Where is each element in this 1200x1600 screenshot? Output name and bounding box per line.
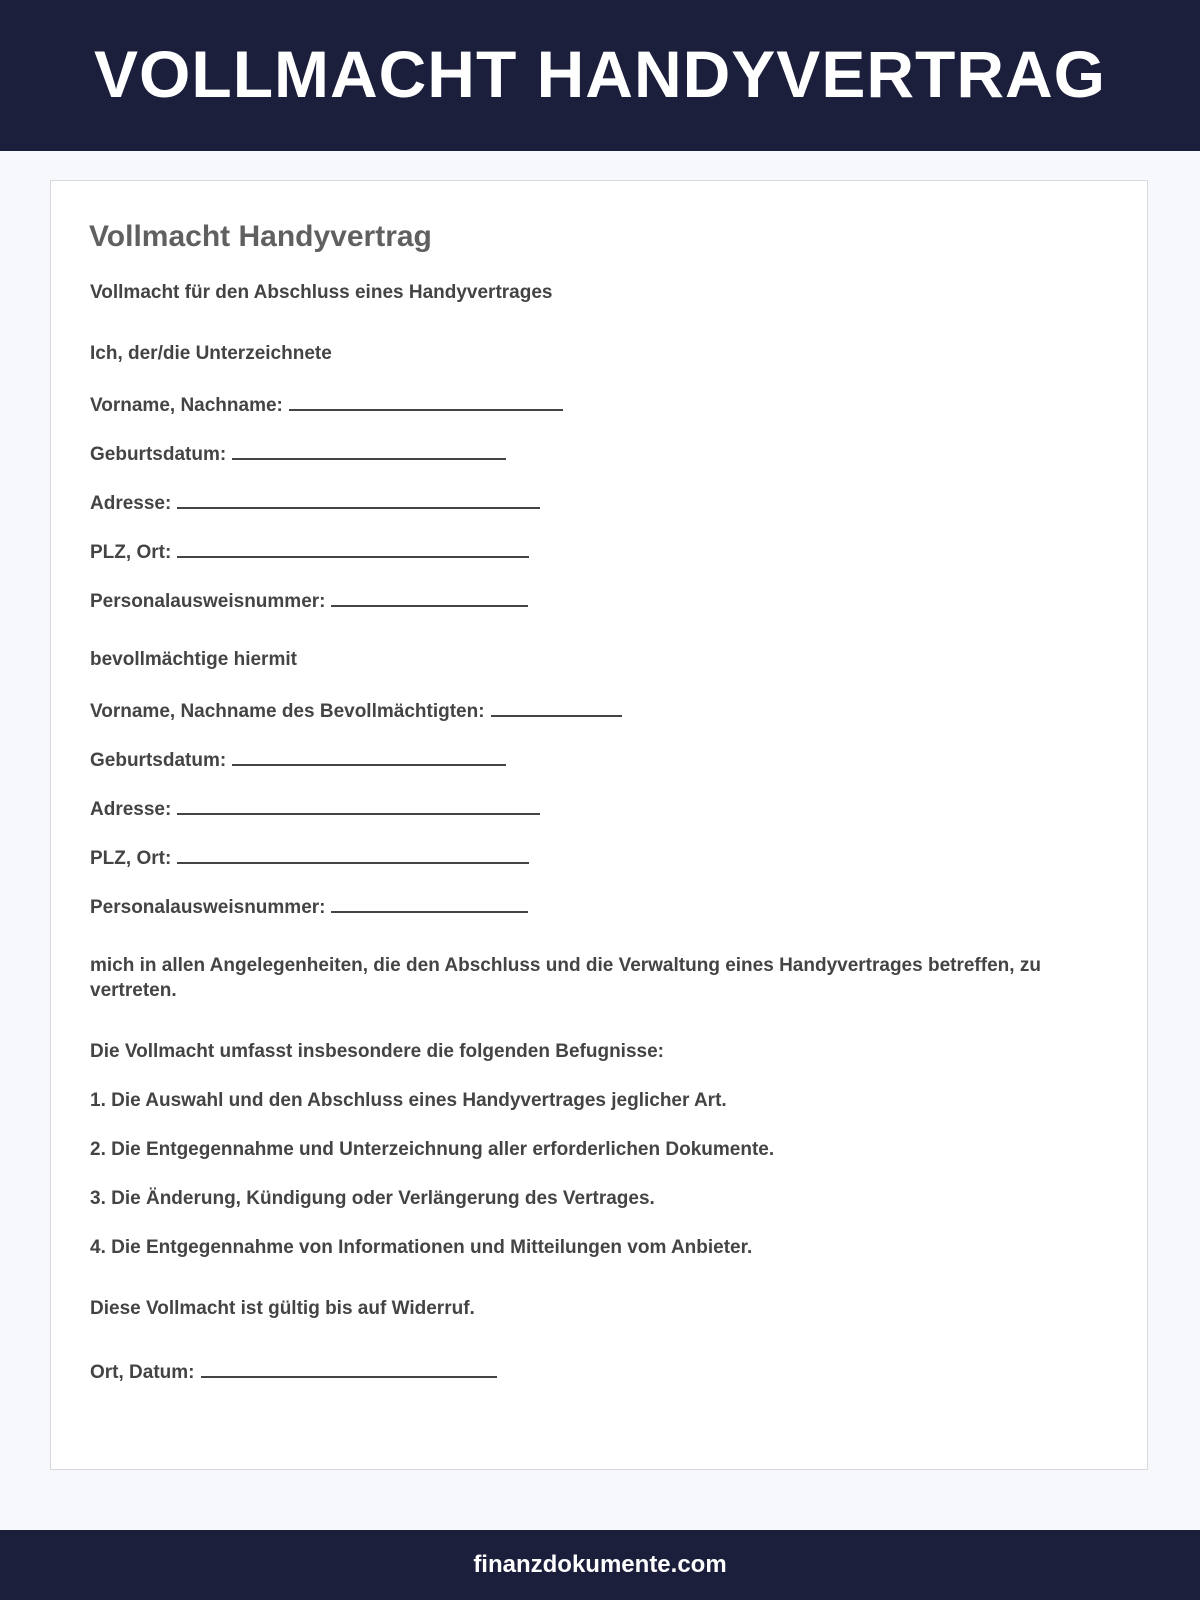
place-date-blank[interactable] (201, 1357, 497, 1378)
agent-address-label: Adresse: (90, 799, 172, 820)
header-title: VOLLMACHT HANDYVERTRAG (94, 36, 1106, 111)
agent-name-label: Vorname, Nachname des Bevollmächtigten: (90, 701, 485, 722)
principal-address-label: Adresse: (90, 493, 172, 514)
power-item-3: 3. Die Änderung, Kündigung oder Verlängerung des Vertrages. (90, 1188, 655, 1209)
agent-zip-city-blank[interactable] (177, 843, 529, 864)
principal-id-row (90, 586, 528, 614)
intro-text: Ich, der/die Unterzeichnete (90, 343, 332, 364)
agent-name-blank[interactable] (491, 696, 622, 717)
authorize-text: bevollmächtige hiermit (90, 649, 297, 670)
principal-name-blank[interactable] (289, 390, 563, 411)
page-header (0, 0, 1200, 151)
powers-intro: Die Vollmacht umfasst insbesondere die folgenden Befugnisse: (90, 1041, 664, 1062)
validity-text: Diese Vollmacht ist gültig bis auf Widerruf. (90, 1298, 475, 1319)
document-title: Vollmacht Handyvertrag (89, 220, 432, 253)
page-footer (0, 1530, 1200, 1600)
agent-birthdate-label: Geburtsdatum: (90, 750, 227, 771)
place-date-label: Ort, Datum: (90, 1362, 195, 1383)
agent-name-row (90, 696, 622, 724)
principal-name-row (90, 390, 563, 418)
principal-zip-city-blank[interactable] (177, 537, 529, 558)
principal-address-row (90, 488, 540, 516)
agent-id-label: Personalausweisnummer: (90, 897, 326, 918)
principal-zip-city-label: PLZ, Ort: (90, 542, 172, 563)
principal-birthdate-row (90, 439, 506, 467)
principal-zip-city-row (90, 537, 529, 565)
footer-site: finanzdokumente.com (473, 1551, 727, 1578)
principal-birthdate-label: Geburtsdatum: (90, 444, 227, 465)
principal-name-label: Vorname, Nachname: (90, 395, 283, 416)
agent-birthdate-row (90, 745, 506, 773)
document-card (50, 180, 1148, 1470)
agent-zip-city-label: PLZ, Ort: (90, 848, 172, 869)
power-item-4: 4. Die Entgegennahme von Informationen und Mitteilungen vom Anbieter. (90, 1237, 753, 1258)
power-item-2: 2. Die Entgegennahme und Unterzeichnung aller erforderlichen Dokumente. (90, 1139, 775, 1160)
principal-birthdate-blank[interactable] (232, 439, 506, 460)
agent-address-row (90, 794, 540, 822)
agent-address-blank[interactable] (177, 794, 540, 815)
agent-id-blank[interactable] (331, 892, 528, 913)
scope-text: mich in allen Angelegenheiten, die den Abschluss und die Verwaltung eines Handyvertrages betreffen, zu vertreten. (90, 955, 1041, 1001)
agent-id-row (90, 892, 528, 920)
agent-zip-city-row (90, 843, 529, 871)
document-subtitle: Vollmacht für den Abschluss eines Handyvertrages (90, 282, 553, 303)
principal-address-blank[interactable] (177, 488, 540, 509)
agent-birthdate-blank[interactable] (232, 745, 506, 766)
principal-id-label: Personalausweisnummer: (90, 591, 326, 612)
principal-id-blank[interactable] (331, 586, 528, 607)
power-item-1: 1. Die Auswahl und den Abschluss eines Handyvertrages jeglicher Art. (90, 1090, 727, 1111)
place-date-row (90, 1357, 497, 1385)
